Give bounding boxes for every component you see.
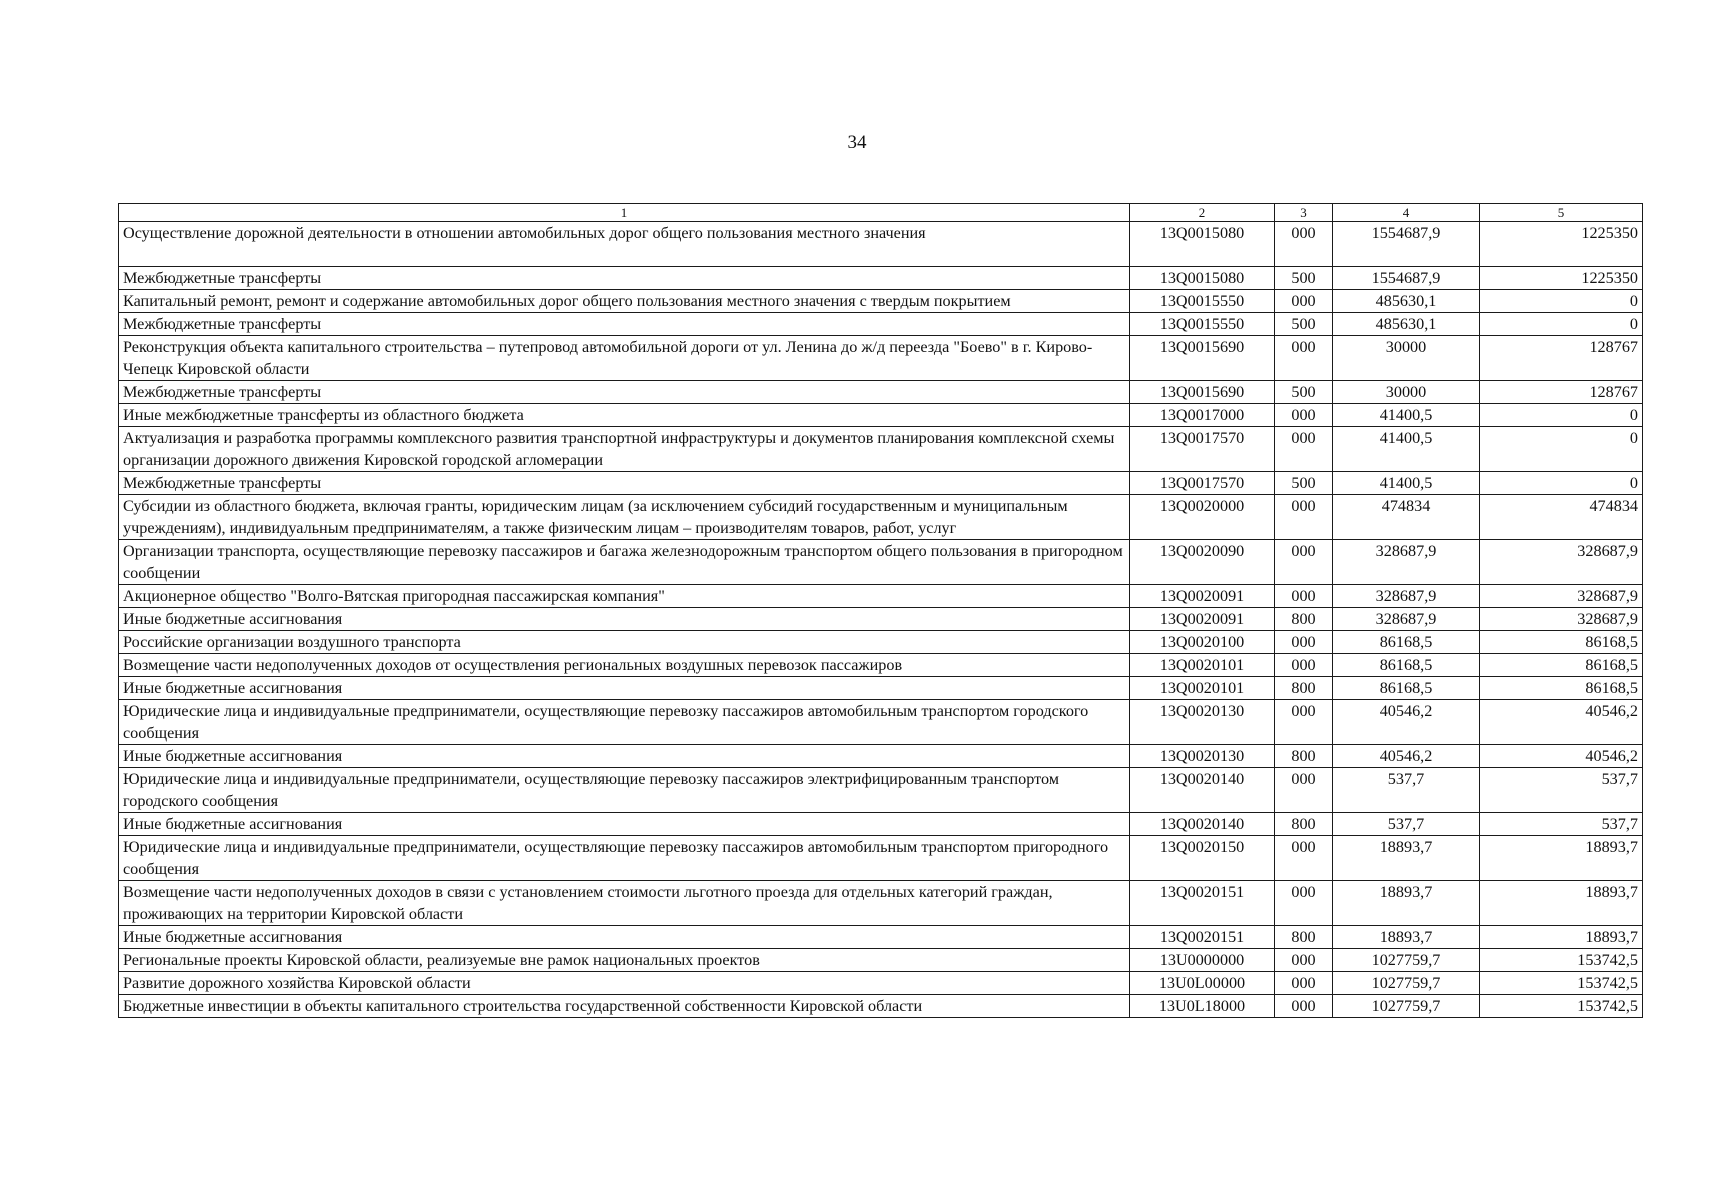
row-code-cell: 13Q0020091 bbox=[1130, 608, 1275, 631]
row-code-cell: 13Q0017570 bbox=[1130, 427, 1275, 472]
row-name-cell: Субсидии из областного бюджета, включая гранты, юридическим лицам (за исключением субсидий государственным и муниципальным учреждениям), индивидуальным предпринимателям, а также физическим лицам – производителям товаров, работ, услуг bbox=[119, 495, 1130, 540]
table-row bbox=[119, 313, 1643, 336]
row-value-col5-cell: 128767 bbox=[1480, 336, 1643, 381]
table-row bbox=[119, 836, 1643, 881]
row-expense-type-cell: 000 bbox=[1275, 585, 1333, 608]
row-code-cell: 13Q0015080 bbox=[1130, 267, 1275, 290]
table-row bbox=[119, 881, 1643, 926]
row-code-cell: 13Q0020130 bbox=[1130, 700, 1275, 745]
row-expense-type-cell: 800 bbox=[1275, 813, 1333, 836]
row-value-col5-cell: 537,7 bbox=[1480, 768, 1643, 813]
table-row bbox=[119, 949, 1643, 972]
table-row bbox=[119, 745, 1643, 768]
row-expense-type-cell: 000 bbox=[1275, 540, 1333, 585]
row-name-cell: Иные бюджетные ассигнования bbox=[119, 813, 1130, 836]
row-code-cell: 13Q0015690 bbox=[1130, 336, 1275, 381]
row-expense-type-cell: 000 bbox=[1275, 972, 1333, 995]
row-expense-type-cell: 000 bbox=[1275, 495, 1333, 540]
row-value-col4-cell: 474834 bbox=[1333, 495, 1480, 540]
row-value-col4-cell: 40546,2 bbox=[1333, 745, 1480, 768]
row-value-col4-cell: 1027759,7 bbox=[1333, 972, 1480, 995]
row-value-col4-cell: 1554687,9 bbox=[1333, 222, 1480, 267]
row-code-cell: 13U0L00000 bbox=[1130, 972, 1275, 995]
row-value-col4-cell: 40546,2 bbox=[1333, 700, 1480, 745]
row-code-cell: 13Q0020140 bbox=[1130, 768, 1275, 813]
row-value-col4-cell: 86168,5 bbox=[1333, 654, 1480, 677]
row-value-col4-cell: 18893,7 bbox=[1333, 836, 1480, 881]
row-expense-type-cell: 500 bbox=[1275, 381, 1333, 404]
row-name-cell: Юридические лица и индивидуальные предприниматели, осуществляющие перевозку пассажиров автомобильным транспортом пригородного сообщения bbox=[119, 836, 1130, 881]
table-row bbox=[119, 813, 1643, 836]
row-value-col4-cell: 328687,9 bbox=[1333, 608, 1480, 631]
row-expense-type-cell: 000 bbox=[1275, 654, 1333, 677]
table-row bbox=[119, 290, 1643, 313]
row-value-col5-cell: 1225350 bbox=[1480, 222, 1643, 267]
row-name-cell: Иные бюджетные ассигнования bbox=[119, 745, 1130, 768]
row-value-col5-cell: 153742,5 bbox=[1480, 949, 1643, 972]
table-row bbox=[119, 995, 1643, 1018]
row-value-col4-cell: 18893,7 bbox=[1333, 926, 1480, 949]
table-row bbox=[119, 404, 1643, 427]
row-code-cell: 13Q0020000 bbox=[1130, 495, 1275, 540]
row-name-cell: Бюджетные инвестиции в объекты капитального строительства государственной собственности Кировской области bbox=[119, 995, 1130, 1018]
row-expense-type-cell: 000 bbox=[1275, 222, 1333, 267]
row-expense-type-cell: 000 bbox=[1275, 427, 1333, 472]
row-value-col4-cell: 537,7 bbox=[1333, 768, 1480, 813]
row-name-cell: Межбюджетные трансферты bbox=[119, 381, 1130, 404]
table-row bbox=[119, 768, 1643, 813]
row-value-col5-cell: 537,7 bbox=[1480, 813, 1643, 836]
row-name-cell: Иные межбюджетные трансферты из областного бюджета bbox=[119, 404, 1130, 427]
row-name-cell: Акционерное общество "Волго-Вятская пригородная пассажирская компания" bbox=[119, 585, 1130, 608]
table-row bbox=[119, 654, 1643, 677]
row-value-col5-cell: 0 bbox=[1480, 290, 1643, 313]
row-value-col4-cell: 1554687,9 bbox=[1333, 267, 1480, 290]
row-name-cell: Развитие дорожного хозяйства Кировской области bbox=[119, 972, 1130, 995]
row-name-cell: Иные бюджетные ассигнования bbox=[119, 677, 1130, 700]
row-value-col5-cell: 153742,5 bbox=[1480, 972, 1643, 995]
row-expense-type-cell: 500 bbox=[1275, 267, 1333, 290]
row-expense-type-cell: 800 bbox=[1275, 745, 1333, 768]
table-row bbox=[119, 267, 1643, 290]
row-value-col4-cell: 41400,5 bbox=[1333, 427, 1480, 472]
row-value-col5-cell: 18893,7 bbox=[1480, 881, 1643, 926]
row-expense-type-cell: 000 bbox=[1275, 768, 1333, 813]
row-value-col5-cell: 40546,2 bbox=[1480, 745, 1643, 768]
table-row bbox=[119, 472, 1643, 495]
row-value-col5-cell: 328687,9 bbox=[1480, 540, 1643, 585]
table-row bbox=[119, 540, 1643, 585]
row-value-col4-cell: 1027759,7 bbox=[1333, 995, 1480, 1018]
row-value-col5-cell: 86168,5 bbox=[1480, 654, 1643, 677]
row-value-col4-cell: 485630,1 bbox=[1333, 313, 1480, 336]
budget-table bbox=[118, 203, 1643, 1018]
table-row bbox=[119, 700, 1643, 745]
row-name-cell: Межбюджетные трансферты bbox=[119, 472, 1130, 495]
row-code-cell: 13Q0020101 bbox=[1130, 654, 1275, 677]
row-code-cell: 13Q0015550 bbox=[1130, 313, 1275, 336]
row-name-cell: Осуществление дорожной деятельности в отношении автомобильных дорог общего пользования местного значения bbox=[119, 222, 1130, 267]
table-row bbox=[119, 631, 1643, 654]
row-name-cell: Российские организации воздушного транспорта bbox=[119, 631, 1130, 654]
row-value-col5-cell: 40546,2 bbox=[1480, 700, 1643, 745]
column-header-2: 2 bbox=[1130, 204, 1275, 222]
row-expense-type-cell: 000 bbox=[1275, 631, 1333, 654]
row-code-cell: 13Q0020150 bbox=[1130, 836, 1275, 881]
row-expense-type-cell: 000 bbox=[1275, 949, 1333, 972]
row-value-col4-cell: 86168,5 bbox=[1333, 631, 1480, 654]
column-header-4: 4 bbox=[1333, 204, 1480, 222]
row-name-cell: Иные бюджетные ассигнования bbox=[119, 926, 1130, 949]
row-code-cell: 13Q0020151 bbox=[1130, 926, 1275, 949]
row-value-col5-cell: 18893,7 bbox=[1480, 836, 1643, 881]
row-value-col4-cell: 41400,5 bbox=[1333, 472, 1480, 495]
row-code-cell: 13Q0020140 bbox=[1130, 813, 1275, 836]
row-code-cell: 13Q0020100 bbox=[1130, 631, 1275, 654]
row-value-col4-cell: 18893,7 bbox=[1333, 881, 1480, 926]
row-name-cell: Организации транспорта, осуществляющие перевозку пассажиров и багажа железнодорожным транспортом общего пользования в пригородном сообщении bbox=[119, 540, 1130, 585]
table-row bbox=[119, 495, 1643, 540]
row-code-cell: 13Q0015550 bbox=[1130, 290, 1275, 313]
table-row bbox=[119, 608, 1643, 631]
row-expense-type-cell: 800 bbox=[1275, 926, 1333, 949]
row-expense-type-cell: 000 bbox=[1275, 881, 1333, 926]
row-code-cell: 13Q0017000 bbox=[1130, 404, 1275, 427]
row-code-cell: 13U0L18000 bbox=[1130, 995, 1275, 1018]
row-expense-type-cell: 000 bbox=[1275, 836, 1333, 881]
row-expense-type-cell: 000 bbox=[1275, 404, 1333, 427]
table-row bbox=[119, 585, 1643, 608]
row-expense-type-cell: 500 bbox=[1275, 313, 1333, 336]
row-expense-type-cell: 500 bbox=[1275, 472, 1333, 495]
row-value-col5-cell: 1225350 bbox=[1480, 267, 1643, 290]
row-value-col5-cell: 0 bbox=[1480, 427, 1643, 472]
row-expense-type-cell: 800 bbox=[1275, 608, 1333, 631]
row-code-cell: 13Q0015080 bbox=[1130, 222, 1275, 267]
row-code-cell: 13Q0020090 bbox=[1130, 540, 1275, 585]
row-value-col5-cell: 0 bbox=[1480, 472, 1643, 495]
row-value-col4-cell: 41400,5 bbox=[1333, 404, 1480, 427]
column-header-1: 1 bbox=[119, 204, 1130, 222]
row-name-cell: Иные бюджетные ассигнования bbox=[119, 608, 1130, 631]
row-code-cell: 13Q0020101 bbox=[1130, 677, 1275, 700]
table-row bbox=[119, 677, 1643, 700]
row-value-col4-cell: 328687,9 bbox=[1333, 540, 1480, 585]
row-value-col4-cell: 86168,5 bbox=[1333, 677, 1480, 700]
table-row bbox=[119, 222, 1643, 267]
page-number: 34 bbox=[847, 132, 867, 153]
row-value-col5-cell: 153742,5 bbox=[1480, 995, 1643, 1018]
row-name-cell: Межбюджетные трансферты bbox=[119, 267, 1130, 290]
row-name-cell: Капитальный ремонт, ремонт и содержание автомобильных дорог общего пользования местного значения с твердым покрытием bbox=[119, 290, 1130, 313]
row-value-col5-cell: 328687,9 bbox=[1480, 608, 1643, 631]
table-row bbox=[119, 336, 1643, 381]
row-value-col4-cell: 537,7 bbox=[1333, 813, 1480, 836]
row-expense-type-cell: 000 bbox=[1275, 700, 1333, 745]
row-value-col5-cell: 128767 bbox=[1480, 381, 1643, 404]
row-value-col5-cell: 0 bbox=[1480, 313, 1643, 336]
table-row bbox=[119, 381, 1643, 404]
column-header-3: 3 bbox=[1275, 204, 1333, 222]
row-expense-type-cell: 800 bbox=[1275, 677, 1333, 700]
row-name-cell: Региональные проекты Кировской области, реализуемые вне рамок национальных проектов bbox=[119, 949, 1130, 972]
row-value-col4-cell: 30000 bbox=[1333, 336, 1480, 381]
column-header-row bbox=[119, 204, 1643, 222]
row-value-col4-cell: 1027759,7 bbox=[1333, 949, 1480, 972]
row-code-cell: 13Q0015690 bbox=[1130, 381, 1275, 404]
row-name-cell: Реконструкция объекта капитального строительства – путепровод автомобильной дороги от ул. Ленина до ж/д переезда "Боево" в г. Кирово-Чепецк Кировской области bbox=[119, 336, 1130, 381]
row-name-cell: Актуализация и разработка программы комплексного развития транспортной инфраструктуры и документов планирования комплексной схемы организации дорожного движения Кировской городской агломерации bbox=[119, 427, 1130, 472]
row-value-col4-cell: 328687,9 bbox=[1333, 585, 1480, 608]
row-value-col5-cell: 0 bbox=[1480, 404, 1643, 427]
table-body bbox=[119, 222, 1643, 1018]
row-value-col4-cell: 485630,1 bbox=[1333, 290, 1480, 313]
row-expense-type-cell: 000 bbox=[1275, 995, 1333, 1018]
row-code-cell: 13Q0017570 bbox=[1130, 472, 1275, 495]
row-name-cell: Юридические лица и индивидуальные предприниматели, осуществляющие перевозку пассажиров автомобильным транспортом городского сообщения bbox=[119, 700, 1130, 745]
row-code-cell: 13Q0020151 bbox=[1130, 881, 1275, 926]
row-value-col5-cell: 86168,5 bbox=[1480, 677, 1643, 700]
row-code-cell: 13U0000000 bbox=[1130, 949, 1275, 972]
row-expense-type-cell: 000 bbox=[1275, 290, 1333, 313]
row-value-col5-cell: 474834 bbox=[1480, 495, 1643, 540]
column-header-5: 5 bbox=[1480, 204, 1643, 222]
row-value-col5-cell: 18893,7 bbox=[1480, 926, 1643, 949]
row-name-cell: Межбюджетные трансферты bbox=[119, 313, 1130, 336]
row-name-cell: Юридические лица и индивидуальные предприниматели, осуществляющие перевозку пассажиров электрифицированным транспортом городского сообщения bbox=[119, 768, 1130, 813]
table-row bbox=[119, 427, 1643, 472]
row-expense-type-cell: 000 bbox=[1275, 336, 1333, 381]
row-value-col5-cell: 86168,5 bbox=[1480, 631, 1643, 654]
table-row bbox=[119, 972, 1643, 995]
table-row bbox=[119, 926, 1643, 949]
row-name-cell: Возмещение части недополученных доходов в связи с установлением стоимости льготного проезда для отдельных категорий граждан, проживающих на территории Кировской области bbox=[119, 881, 1130, 926]
row-value-col5-cell: 328687,9 bbox=[1480, 585, 1643, 608]
row-code-cell: 13Q0020130 bbox=[1130, 745, 1275, 768]
row-value-col4-cell: 30000 bbox=[1333, 381, 1480, 404]
row-code-cell: 13Q0020091 bbox=[1130, 585, 1275, 608]
row-name-cell: Возмещение части недополученных доходов от осуществления региональных воздушных перевозок пассажиров bbox=[119, 654, 1130, 677]
